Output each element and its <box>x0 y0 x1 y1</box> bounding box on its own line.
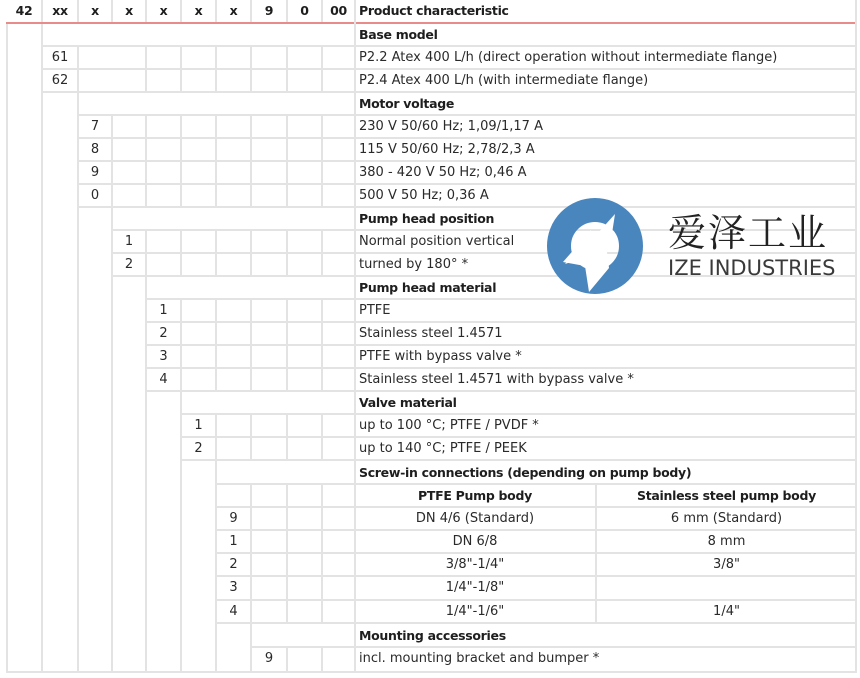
code-cell: 0 <box>90 188 100 203</box>
desc-cell: up to 100 °C; PTFE / PVDF * <box>359 418 539 433</box>
watermark-chinese: 爱泽工业 <box>668 211 829 255</box>
desc-cell: Stainless steel 1.4571 <box>359 326 503 341</box>
grid-line <box>181 413 856 415</box>
section-title-pump-head-position: Pump head position <box>359 211 495 226</box>
col-header-steel: Stainless steel pump body <box>637 488 816 503</box>
header-code-voltage: x <box>91 3 99 18</box>
ptfe-cell: DN 4/6 (Standard) <box>415 511 535 526</box>
grid-line <box>111 115 113 672</box>
code-cell: 1 <box>124 234 134 249</box>
code-cell: 1 <box>194 418 203 433</box>
desc-cell: PTFE <box>359 303 391 318</box>
section-title-pump-head-material: Pump head material <box>359 280 497 295</box>
grid-line <box>42 45 856 47</box>
grid-line <box>41 0 43 22</box>
code-cell: 4 <box>229 604 238 619</box>
grid-line <box>216 529 856 531</box>
grid-line <box>180 0 182 22</box>
code-cell: 2 <box>124 257 134 272</box>
desc-cell: turned by 180° * <box>359 257 469 272</box>
desc-cell: 230 V 50/60 Hz; 1,09/1,17 A <box>359 119 543 134</box>
grid-line <box>78 183 856 185</box>
grid-line <box>111 0 113 22</box>
code-cell: 8 <box>90 142 100 157</box>
grid-line <box>216 575 856 577</box>
watermark-logo <box>545 196 845 298</box>
grid-line <box>78 137 856 139</box>
grid-line <box>42 91 856 93</box>
header-title: Product characteristic <box>359 3 509 18</box>
grid-line <box>77 46 79 672</box>
ize-logo-icon <box>545 196 649 300</box>
watermark-english: IZE INDUSTRIES <box>668 256 836 280</box>
section-title-mounting: Mounting accessories <box>359 628 506 643</box>
desc-cell: Normal position vertical <box>359 234 515 249</box>
grid-line <box>6 24 8 672</box>
code-cell: 62 <box>51 73 69 88</box>
desc-cell: P2.4 Atex 400 L/h (with intermediate flange) <box>359 73 649 88</box>
code-cell: 3 <box>229 580 238 595</box>
header-code-valve: x <box>194 3 203 18</box>
header-code-screw: x <box>229 3 238 18</box>
code-cell: 9 <box>90 165 100 180</box>
section-title-base-model: Base model <box>359 27 438 42</box>
header-code-42: 42 <box>15 3 33 18</box>
grid-line <box>216 552 856 554</box>
grid-line <box>286 647 288 672</box>
header-code-position: x <box>125 3 133 18</box>
grid-line <box>215 0 217 22</box>
grid-line <box>181 436 856 438</box>
code-cell: 3 <box>159 349 168 364</box>
desc-cell: 115 V 50/60 Hz; 2,78/2,3 A <box>359 142 535 157</box>
header-code-00: 00 <box>330 3 347 18</box>
grid-line <box>41 24 43 672</box>
grid-line <box>146 367 856 369</box>
grid-line <box>181 459 856 461</box>
grid-line <box>250 484 252 672</box>
grid-line <box>354 0 356 672</box>
grid-line <box>78 114 856 116</box>
desc-cell: PTFE with bypass valve * <box>359 349 522 364</box>
grid-line <box>146 344 856 346</box>
grid-line <box>145 230 147 672</box>
grid-line <box>321 0 323 22</box>
ptfe-cell: 3/8"-1/4" <box>445 557 505 572</box>
code-cell: 9 <box>264 651 274 666</box>
grid-line <box>42 68 856 70</box>
grid-line <box>216 622 856 624</box>
desc-cell: Stainless steel 1.4571 with bypass valve * <box>359 372 634 387</box>
desc-cell: P2.2 Atex 400 L/h (direct operation without intermediate flange) <box>359 50 778 65</box>
desc-cell: 380 - 420 V 50 Hz; 0,46 A <box>359 165 527 180</box>
grid-line <box>78 160 856 162</box>
steel-cell: 8 mm <box>707 534 746 549</box>
steel-cell: 3/8" <box>713 557 740 572</box>
steel-cell: 6 mm (Standard) <box>670 511 783 526</box>
desc-cell: up to 140 °C; PTFE / PEEK <box>359 441 527 456</box>
grid-line <box>286 0 288 22</box>
header-code-0: 0 <box>300 3 309 18</box>
section-title-screw-in: Screw-in connections (depending on pump body) <box>359 465 692 480</box>
code-cell: 7 <box>90 119 100 134</box>
code-cell: 2 <box>194 441 203 456</box>
grid-line <box>251 646 856 648</box>
grid-line <box>855 0 857 672</box>
code-cell: 1 <box>159 303 168 318</box>
desc-cell: incl. mounting bracket and bumper * <box>359 651 600 666</box>
ptfe-cell: DN 6/8 <box>452 534 498 549</box>
steel-cell: 1/4" <box>713 604 740 619</box>
code-cell: 9 <box>229 511 238 526</box>
grid-line <box>215 414 217 672</box>
ptfe-cell: 1/4"-1/8" <box>445 580 505 595</box>
ptfe-cell: 1/4"-1/6" <box>445 604 505 619</box>
code-cell: 2 <box>229 557 238 572</box>
grid-line <box>77 0 79 22</box>
grid-line <box>250 0 252 22</box>
grid-line <box>216 483 856 485</box>
col-header-ptfe: PTFE Pump body <box>418 488 532 503</box>
header-code-head-material: x <box>159 3 168 18</box>
code-cell: 2 <box>159 326 168 341</box>
header-code-base: xx <box>52 3 68 18</box>
code-cell: 1 <box>229 534 238 549</box>
grid-line <box>6 671 857 673</box>
grid-line <box>180 299 182 672</box>
section-title-motor-voltage: Motor voltage <box>359 96 455 111</box>
grid-line <box>216 599 856 601</box>
desc-cell: 500 V 50 Hz; 0,36 A <box>359 188 489 203</box>
grid-line <box>321 647 323 672</box>
code-cell: 61 <box>51 50 69 65</box>
header-code-mounting: 9 <box>264 3 274 18</box>
grid-line <box>146 321 856 323</box>
code-cell: 4 <box>159 372 168 387</box>
section-title-valve-material: Valve material <box>359 395 457 410</box>
grid-line <box>146 390 856 392</box>
grid-line <box>216 506 856 508</box>
grid-line <box>145 0 147 22</box>
grid-line <box>146 298 856 300</box>
